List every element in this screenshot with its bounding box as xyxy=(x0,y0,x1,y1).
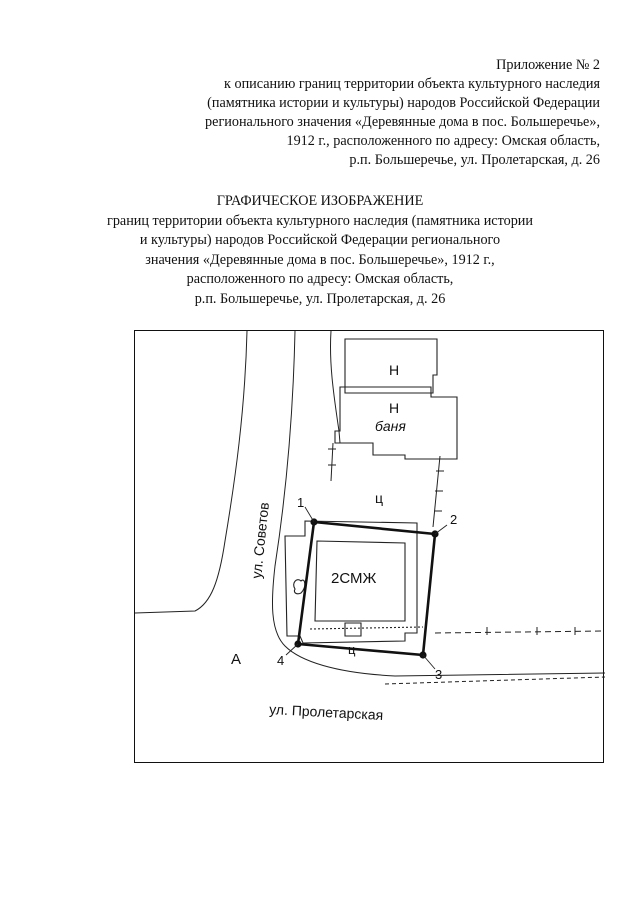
header-line-4: регионального значения «Деревянные дома в пос. Большеречье», xyxy=(205,114,600,130)
upper-boundary-line xyxy=(330,331,340,443)
point-label-3: 3 xyxy=(435,667,443,682)
street-sovetov-edge-left xyxy=(135,331,247,613)
label-a-area: А xyxy=(231,651,242,668)
point-label-4: 4 xyxy=(277,653,285,668)
title-line-1: ГРАФИЧЕСКОЕ ИЗОБРАЖЕНИЕ xyxy=(216,193,424,209)
document-title xyxy=(0,192,640,309)
street-edge-inner xyxy=(272,331,605,676)
appendix-header xyxy=(205,56,600,170)
label-n-lower: Н xyxy=(389,400,400,416)
fence-line-right xyxy=(435,631,605,633)
header-line-5: 1912 г., расположенного по адресу: Омская область, xyxy=(286,133,600,149)
street-label-proletarskaya: ул. Пролетарская xyxy=(268,701,384,723)
building-porch xyxy=(345,623,361,636)
header-line-3: (памятника истории и культуры) народов Российской Федерации xyxy=(207,95,600,111)
header-line-1: Приложение № 2 xyxy=(496,57,600,73)
header-line-2: к описанию границ территории объекта культурного наследия xyxy=(224,76,600,92)
label-n-upper: Н xyxy=(389,362,400,378)
front-line xyxy=(310,627,423,629)
site-plan-map xyxy=(134,330,604,763)
label-banya: баня xyxy=(375,418,406,434)
title-line-6: р.п. Большеречье, ул. Пролетарская, д. 26 xyxy=(194,290,446,307)
point-label-2: 2 xyxy=(450,512,458,527)
tree-symbol-icon xyxy=(294,580,305,594)
label-ts-porch: ц xyxy=(348,642,356,657)
street-proletarskaya-edge xyxy=(385,677,605,684)
point-label-1: 1 xyxy=(297,495,305,510)
street-label-sovetov: ул. Советов xyxy=(248,501,272,580)
title-line-4: значения «Деревянные дома в пос. Большеречье», 1912 г., xyxy=(145,251,495,268)
site-plan-drawing xyxy=(135,331,605,764)
title-line-2: границ территории объекта культурного наследия (памятника истории xyxy=(107,212,533,229)
header-line-6: р.п. Большеречье, ул. Пролетарская, д. 26 xyxy=(349,152,600,168)
title-line-5: расположенного по адресу: Омская область, xyxy=(186,271,454,287)
label-ts-yard: ц xyxy=(375,490,384,506)
title-line-3: и культуры) народов Российской Федерации регионального xyxy=(139,232,501,248)
label-main-2smzh: 2СМЖ xyxy=(331,570,377,587)
